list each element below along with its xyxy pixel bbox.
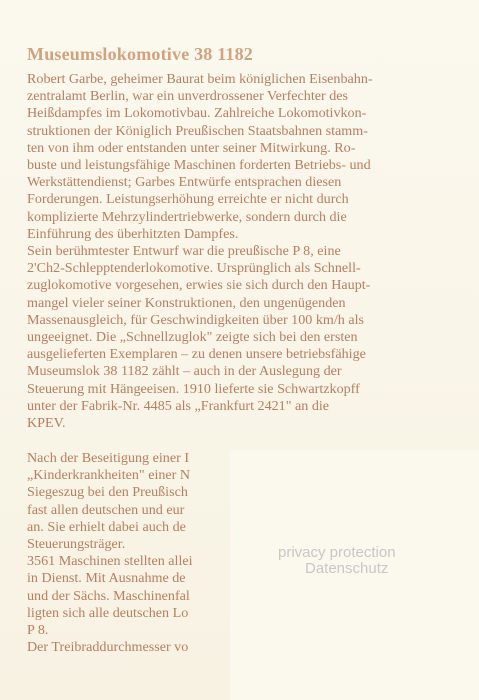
- body-line: komplizierte Mehrzylindertriebwerke, sondern durch die: [27, 208, 347, 225]
- body-line: zuglokomotive vorgesehen, erwies sie sich durch den Haupt-: [27, 277, 371, 294]
- body-line: KPEV.: [27, 415, 66, 432]
- body-line: Massenausgleich, für Geschwindigkeiten über 100 km/h als: [27, 311, 364, 328]
- partial-body-line: und der Sächs. Maschinenfal: [27, 587, 190, 604]
- partial-body-line: Steuerungsträger.: [27, 536, 126, 553]
- partial-body-line: Der Treibraddurchmesser vo: [27, 639, 189, 656]
- privacy-watermark: [278, 545, 448, 577]
- body-line: ten von ihm oder entstanden unter seiner Mitwirkung. Ro-: [27, 139, 356, 156]
- partial-body-line: Siegeszug bei den Preußisch: [27, 484, 188, 501]
- body-line: Werkstättendienst; Garbes Entwürfe entsprachen diesen: [27, 174, 342, 191]
- body-line: buste und leistungsfähige Maschinen forderten Betriebs- und: [27, 157, 371, 174]
- document-title: Museumslokomotive 38 1182: [27, 44, 254, 64]
- privacy-watermark-line-1: privacy protection: [278, 544, 396, 561]
- partial-body-line: P 8.: [27, 622, 49, 639]
- body-line: Museumslok 38 1182 zählt – auch in der Auslegung der: [27, 363, 342, 380]
- body-line: mangel vieler seiner Konstruktionen, den ungenügenden: [27, 294, 346, 311]
- partial-body-line: Nach der Beseitigung einer I: [27, 450, 190, 466]
- partial-body-line: 3561 Maschinen stellten allei: [27, 553, 193, 570]
- partial-body-line: ligten sich alle deutschen Lo: [27, 604, 189, 621]
- body-line: struktionen der Königlich Preußischen Staatsbahnen stamm-: [27, 122, 368, 139]
- body-line: Forderungen. Leistungserhöhung erreichte er nicht durch: [27, 191, 349, 208]
- partial-text-column: [27, 450, 229, 660]
- partial-body-line: an. Sie erhielt dabei auch de: [27, 518, 186, 535]
- body-line: ausgelieferten Exemplaren – zu denen unsere betriebsfähige: [27, 346, 366, 363]
- body-line: Einführung des überhitzten Dampfes.: [27, 225, 239, 242]
- body-line: ungeeignet. Die „Schnellzuglok" zeigte sich bei den ersten: [27, 329, 358, 346]
- body-text: [27, 71, 459, 432]
- privacy-watermark-line-2: Datenschutz: [305, 560, 389, 577]
- partial-body-line: „Kinderkrankheiten" einer N: [27, 467, 191, 484]
- partial-body-line: fast allen deutschen und eur: [27, 501, 185, 518]
- body-line: 2'Ch2-Schlepptenderlokomotive. Ursprünglich als Schnell-: [27, 260, 361, 277]
- body-line: zentralamt Berlin, war ein unverdrossener Verfechter des: [27, 88, 349, 105]
- body-line: Heißdampfes im Lokomotivbau. Zahlreiche Lokomotivkon-: [27, 105, 367, 122]
- partial-body-line: in Dienst. Mit Ausnahme de: [27, 570, 186, 587]
- body-line: unter der Fabrik-Nr. 4485 als „Frankfurt 2421" an die: [27, 397, 330, 414]
- body-line: Robert Garbe, geheimer Baurat beim königlichen Eisenbahn-: [27, 71, 373, 87]
- body-line: Steuerung mit Hängeeisen. 1910 lieferte sie Schwartzkopff: [27, 380, 360, 397]
- body-line: Sein berühmtester Entwurf war die preußische P 8, eine: [27, 243, 341, 260]
